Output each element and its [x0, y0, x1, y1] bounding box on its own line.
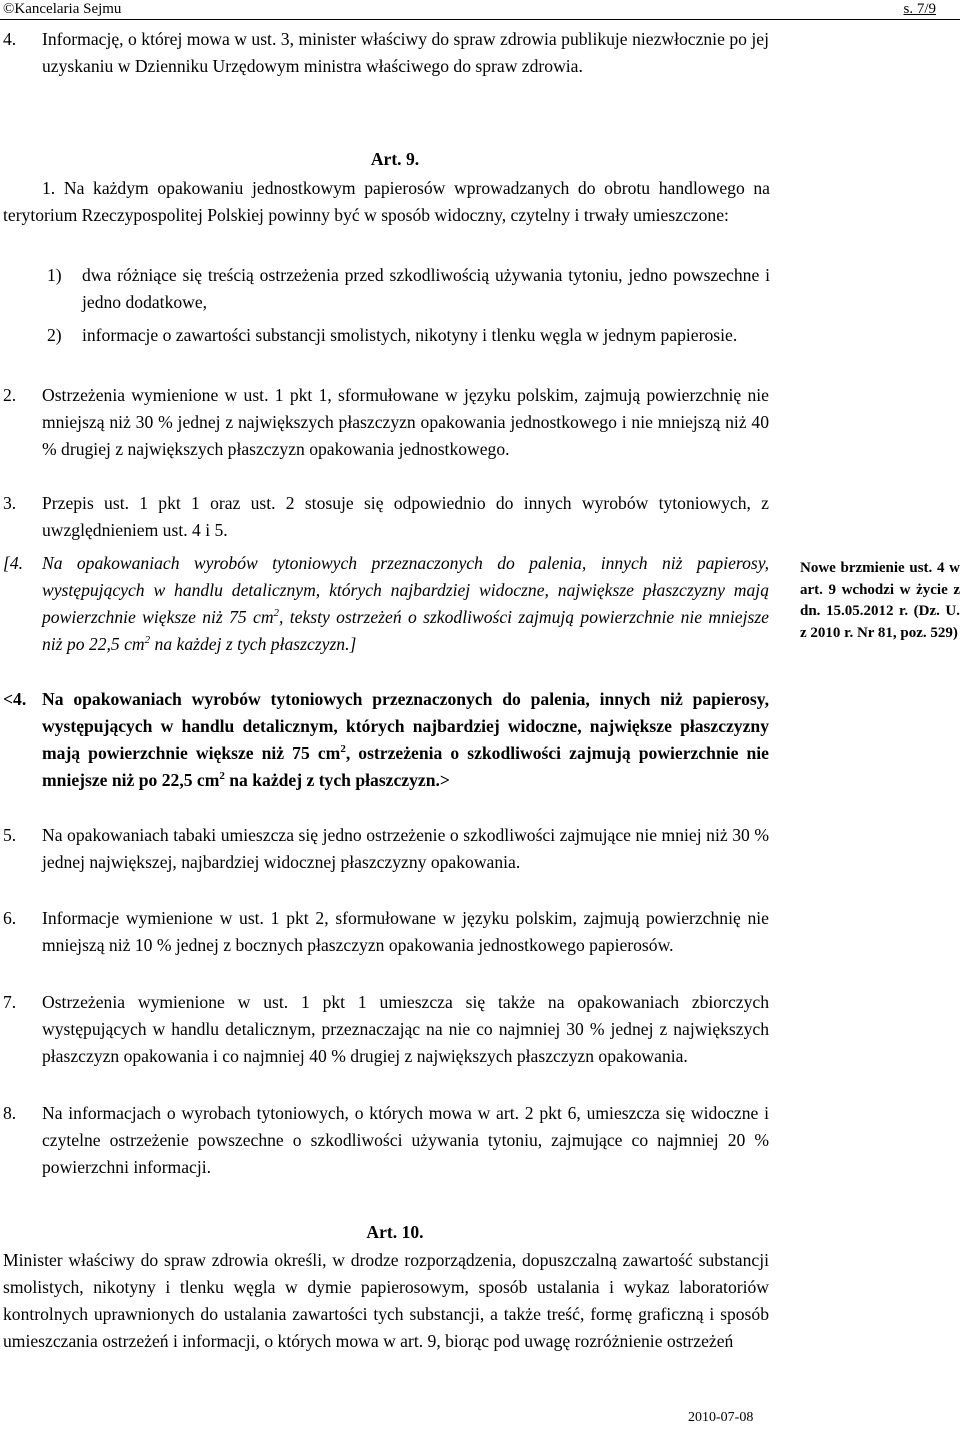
para-4-prev-number: 4.	[3, 29, 17, 49]
art-9-title: Art. 9.	[370, 149, 420, 169]
margin-note: Nowe brzmienie ust. 4 w art. 9 wchodzi w życie z dn. 15.05.2012 r. (Dz. U. z 2010 r. Nr 81, poz. 529)	[800, 560, 960, 641]
para-1-number: 1.	[42, 178, 56, 198]
para-3-text: Przepis ust. 1 pkt 1 oraz ust. 2 stosuje się odpowiednio do innych wyrobów tytoniowych, z uwzględnieniem ust. 4 i 5.	[42, 493, 769, 540]
para-1	[3, 175, 770, 229]
para-4-old-number: [4.	[3, 553, 24, 573]
para-4-old-sup-a: 2	[273, 607, 280, 620]
header-left: ©Kancelaria Sejmu	[3, 1, 122, 17]
art-10-text: Minister właściwy do spraw zdrowia określi, w drodze rozporządzenia, dopuszczalną zawartość substancji smolistych, nikotyny i tlenku węgla w dymie papierosowym, sposób ustalania i wykaz laboratoriów kontrolnych uprawnionych do ustalania zawartości tych substancji, a także treść, formę graficzną i sposób umieszczania ostrzeżeń i informacji, o których mowa w art. 9, biorąc pod uwagę rozróżnienie ostrzeżeń	[3, 1250, 769, 1351]
footer-date: 2010-07-08	[688, 1410, 754, 1425]
art-10-title: Art. 10.	[366, 1222, 424, 1242]
para-7-number: 7.	[3, 992, 17, 1012]
para-6-number: 6.	[3, 908, 17, 928]
para-4-new-text	[42, 686, 769, 794]
para-4-new-text-a: Na opakowaniach wyrobów tytoniowych przeznaczonych do palenia, innych niż papierosy, występujących w handlu detalicznym, których najbardziej widoczne, największe płaszczyzny mają powierzchnie większe niż 75 cm	[42, 689, 769, 763]
para-4-new-text-c: na każdej z tych płaszczyzn.>	[224, 770, 450, 790]
para-2	[42, 382, 769, 463]
para-4-prev-text: Informację, o której mowa w ust. 3, minister właściwy do spraw zdrowia publikuje niezwłocznie po jej uzyskaniu w Dzienniku Urzędowym ministra właściwego do spraw zdrowia.	[42, 29, 769, 76]
item-2-number: 2)	[47, 325, 62, 345]
para-5-number: 5.	[3, 825, 17, 845]
para-7-text: Ostrzeżenia wymienione w ust. 1 pkt 1 umieszcza się także na opakowaniach zbiorczych występujących w handlu detalicznym, przeznaczając na nie co najmniej 30 % jednej z największych płaszczyzn opakowania i co najmniej 40 % drugiej z największych płaszczyzn opakowania.	[42, 992, 769, 1066]
para-4-old-text-a: Na opakowaniach wyrobów tytoniowych przeznaczonych do palenia, innych niż papierosy, występujących w handlu detalicznym, których najbardziej widoczne, największe płaszczyzny mają powierzchnie większe niż 75 cm	[42, 553, 769, 627]
page-number-text: s. 7/9	[903, 1, 936, 17]
item-1-number: 1)	[47, 265, 62, 285]
page-number	[903, 0, 936, 18]
para-4-new-text-b: , ostrzeżenia o szkodliwości zajmują powierzchnie nie mniejsze niż po 22,5 cm	[42, 743, 769, 790]
para-4-old-text-c: na każdej z tych płaszczyzn.]	[150, 634, 357, 654]
para-6-text: Informacje wymienione w ust. 1 pkt 2, sformułowane w języku polskim, zajmują powierzchnię nie mniejszą niż 10 % jednej z bocznych płaszczyzn opakowania jednostkowego papierosów.	[42, 908, 769, 955]
para-2-number-display: 2.	[3, 385, 17, 405]
para-1-text: Na każdym opakowaniu jednostkowym papierosów wprowadzanych do obrotu handlowego na terytorium Rzeczypospolitej Polskiej powinny być w sposób widoczny, czytelny i trwały umieszczone:	[3, 178, 770, 225]
para-8-number: 8.	[3, 1103, 17, 1123]
item-2-text: informacje o zawartości substancji smolistych, nikotyny i tlenku węgla w jednym papierosie.	[82, 325, 738, 345]
header-rule	[0, 19, 960, 20]
para-4-old-text-b: , teksty ostrzeżeń o szkodliwości zajmują powierzchnie nie mniejsze niż po 22,5 cm	[42, 607, 769, 654]
para-3-number: 3.	[3, 493, 17, 513]
para-4-old-sup-b: 2	[144, 634, 151, 647]
para-5-text: Na opakowaniach tabaki umieszcza się jedno ostrzeżenie o szkodliwości zajmujące nie mniej niż 30 % jednej największej, najbardziej widocznej płaszczyzny opakowania.	[42, 825, 769, 872]
para-4-old-text	[42, 550, 769, 658]
item-1-text: dwa różniące się treścią ostrzeżenia przed szkodliwością używania tytoniu, jedno powszechne i jedno dodatkowe,	[82, 265, 770, 312]
para-4-new-number: <4.	[3, 689, 27, 709]
para-8-text: Na informacjach o wyrobach tytoniowych, o których mowa w art. 2 pkt 6, umieszcza się widoczne i czytelne ostrzeżenie powszechne o szkodliwości używania tytoniu, zajmujące co najmniej 20 % powierzchni informacji.	[42, 1103, 769, 1177]
para-4-new-sup-b: 2	[219, 770, 225, 783]
para-4-new-sup-a: 2	[340, 743, 346, 756]
para-2-text: Ostrzeżenia wymienione w ust. 1 pkt 1, sformułowane w języku polskim, zajmują powierzchnię nie mniejszą niż 30 % jednej z największych płaszczyzn opakowania jednostkowego i nie mniejszą niż 40 % drugiej z największych płaszczyzn opakowania jednostkowego.	[42, 385, 769, 459]
